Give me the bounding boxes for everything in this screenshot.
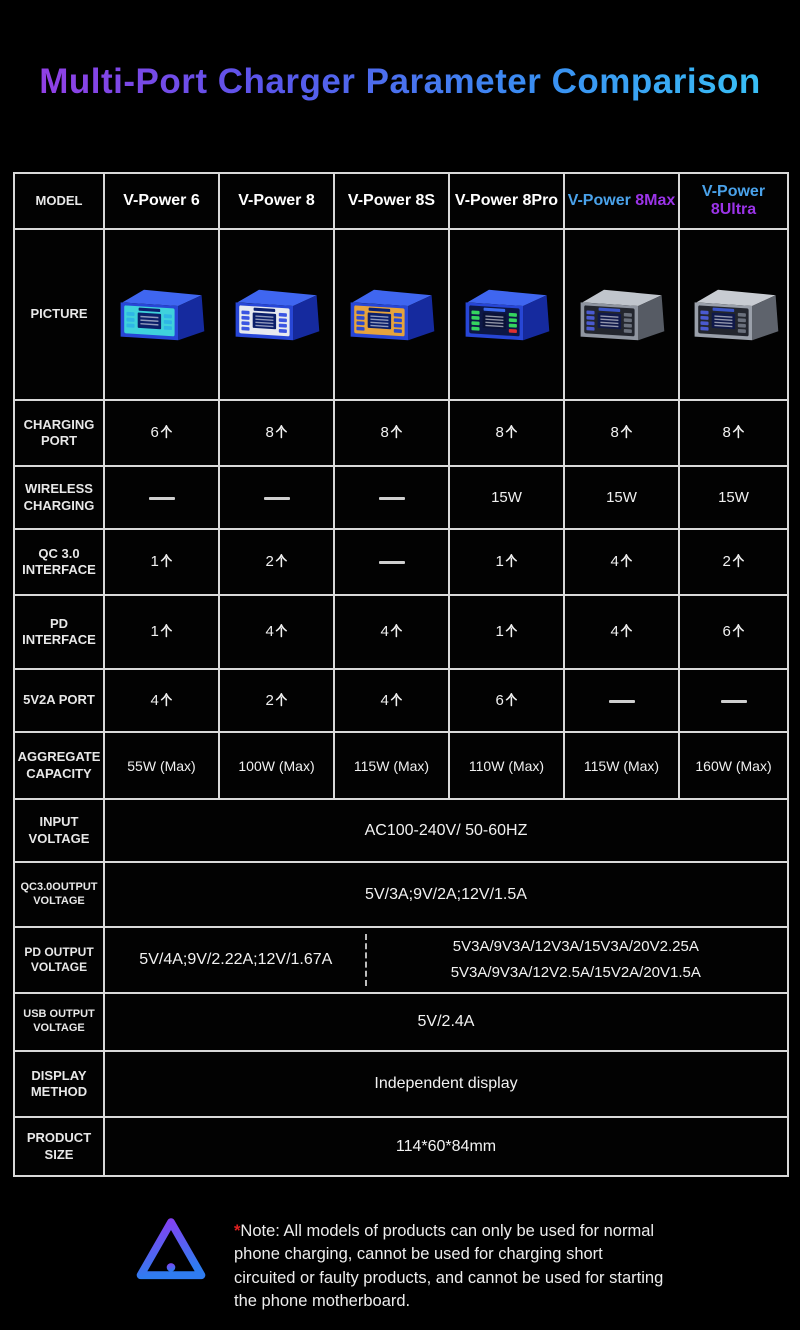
charging-port-row [14,400,788,466]
charging-port-value: 6 [104,400,219,466]
5v2a-port-row [14,669,788,732]
aggregate-capacity-label: AGGREGATE CAPACITY [14,732,104,799]
model-name-vpower8ultra [679,173,788,229]
qc30-interface-label: QC 3.0 INTERFACE [14,529,104,595]
picture-cell-vpower8 [219,229,334,400]
input-voltage-value: AC100-240V/ 50-60HZ [104,799,788,862]
qc30-output-voltage-row [14,862,788,927]
pd-interface-value: 4 [564,595,679,669]
wireless-charging-row [14,466,788,529]
qc30-interface-value: 4 [564,529,679,595]
charger-image-vpower8 [223,273,331,357]
pd-interface-value: 1 [104,595,219,669]
wireless-charging-value: 15W [564,466,679,529]
picture-cell-vpower8max [564,229,679,400]
input-voltage-row [14,799,788,862]
model-name-prefix: V-Power [701,183,766,200]
aggregate-capacity-value: 115W (Max) [334,732,449,799]
display-method-row [14,1051,788,1117]
wireless-charging-value: 15W [679,466,788,529]
aggregate-capacity-value: 55W (Max) [104,732,219,799]
usb-output-voltage-value: 5V/2.4A [104,993,788,1051]
pd-interface-value: 1 [449,595,564,669]
qc30-interface-row [14,529,788,595]
wireless-charging-label: WIRELESS CHARGING [14,466,104,529]
charging-port-value: 8 [679,400,788,466]
wireless-charging-value [104,466,219,529]
pd-interface-value: 4 [219,595,334,669]
usb-output-voltage-label: USB OUTPUT VOLTAGE [14,993,104,1051]
table-header-row [14,173,788,229]
model-name-vpower8max [564,173,679,229]
display-method-label: DISPLAY METHOD [14,1051,104,1117]
charger-image-vpower8ultra [682,273,788,357]
model-name-vpower8pro: V-Power 8Pro [449,173,564,229]
model-name-vpower8: V-Power 8 [219,173,334,229]
pd-output-right-value [367,934,785,987]
footer-note [0,1203,800,1330]
pd-output-voltage-label: PD OUTPUT VOLTAGE [14,927,104,993]
aggregate-capacity-value: 110W (Max) [449,732,564,799]
comparison-table [13,172,789,1177]
qc30-interface-value: 1 [104,529,219,595]
model-name-suffix: 8Max [635,192,676,209]
model-name-suffix: 8Ultra [710,201,757,218]
model-name-prefix: V-Power [567,192,631,209]
model-name-vpower8s: V-Power 8S [334,173,449,229]
charging-port-value: 8 [564,400,679,466]
picture-cell-vpower8s [334,229,449,400]
warning-triangle-icon [132,1209,210,1293]
pd-output-left-value: 5V/4A;9V/2.22A;12V/1.67A [139,951,333,968]
note-text [234,1220,668,1314]
pd-interface-row [14,595,788,669]
picture-cell-vpower8ultra [679,229,788,400]
pd-output-voltage-split [107,934,785,987]
product-size-value: 114*60*84mm [104,1117,788,1176]
qc30-output-voltage-value: 5V/3A;9V/2A;12V/1.5A [104,862,788,927]
none-dash [379,497,405,500]
model-name-vpower6: V-Power 6 [104,173,219,229]
none-dash [721,700,747,703]
5v2a-port-label: 5V2A PORT [14,669,104,732]
pd-output-voltage-cell [104,927,788,993]
qc30-output-voltage-label: QC3.0OUTPUT VOLTAGE [14,862,104,927]
picture-cell-vpower8pro [449,229,564,400]
charging-port-label: CHARGING PORT [14,400,104,466]
qc30-interface-value: 2 [219,529,334,595]
pd-output-right-line2: 5V3A/9V3A/12V2.5A/15V2A/20V1.5A [450,964,701,981]
charger-image-vpower8pro [453,273,561,357]
product-size-label: PRODUCT SIZE [14,1117,104,1176]
picture-row-label: PICTURE [14,229,104,400]
charger-image-vpower6 [108,273,216,357]
none-dash [264,497,290,500]
picture-row [14,229,788,400]
charging-port-value: 8 [449,400,564,466]
product-size-row [14,1117,788,1176]
aggregate-capacity-row [14,732,788,799]
5v2a-port-value [564,669,679,732]
qc30-interface-value: 2 [679,529,788,595]
charging-port-value: 8 [334,400,449,466]
aggregate-capacity-value: 115W (Max) [564,732,679,799]
note-asterisk: * [234,1221,241,1240]
qc30-interface-value: 1 [449,529,564,595]
qc30-interface-value [334,529,449,595]
5v2a-port-value [679,669,788,732]
pd-output-right-line1: 5V3A/9V3A/12V3A/15V3A/20V2.25A [452,937,699,955]
charger-image-vpower8max [568,273,676,357]
usb-output-voltage-row [14,993,788,1051]
5v2a-port-value: 6 [449,669,564,732]
aggregate-capacity-value: 100W (Max) [219,732,334,799]
display-method-value: Independent display [104,1051,788,1117]
5v2a-port-value: 4 [104,669,219,732]
wireless-charging-value [334,466,449,529]
5v2a-port-value: 2 [219,669,334,732]
pd-interface-label: PD INTERFACE [14,595,104,669]
wireless-charging-value [219,466,334,529]
charging-port-value: 8 [219,400,334,466]
none-dash [609,700,635,703]
none-dash [379,561,405,564]
page-title: Multi-Port Charger Parameter Comparison [0,0,800,102]
pd-interface-value: 4 [334,595,449,669]
pd-output-voltage-row [14,927,788,993]
charger-image-vpower8s [338,273,446,357]
pd-interface-value: 6 [679,595,788,669]
aggregate-capacity-value: 160W (Max) [679,732,788,799]
wireless-charging-value: 15W [449,466,564,529]
note-body: Note: All models of products can only be used for normal phone charging, cannot be used for charging short circuited or faulty products, and cannot be used for starting the phone motherboard. [234,1221,664,1311]
none-dash [149,497,175,500]
input-voltage-label: INPUT VOLTAGE [14,799,104,862]
model-row-label: MODEL [14,173,104,229]
picture-cell-vpower6 [104,229,219,400]
5v2a-port-value: 4 [334,669,449,732]
